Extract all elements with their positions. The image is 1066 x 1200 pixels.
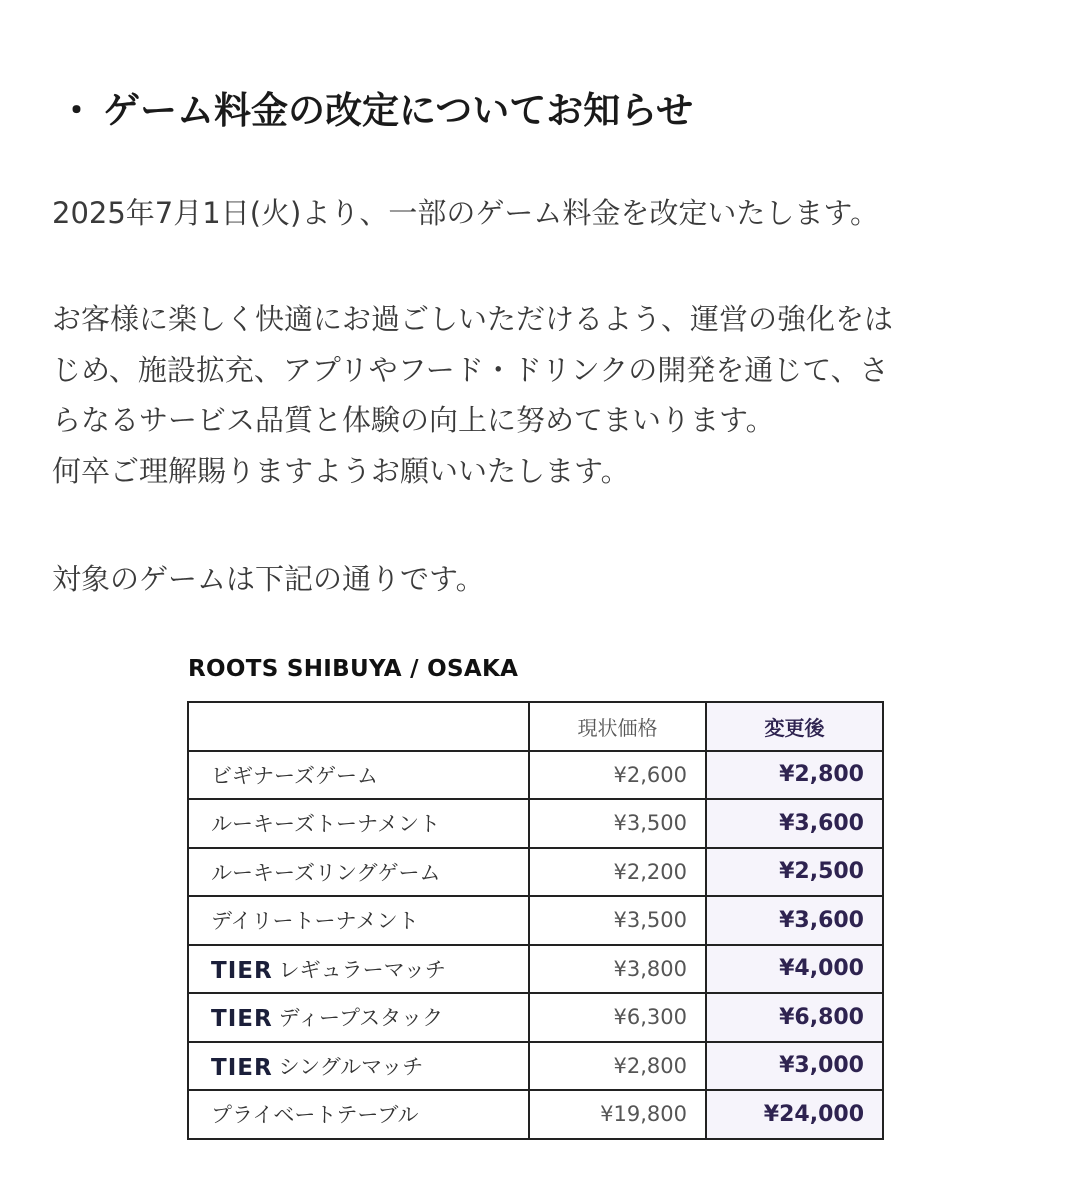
game-name-cell	[188, 1042, 529, 1091]
new-price: ¥2,500	[706, 848, 883, 897]
game-name-cell	[188, 993, 529, 1042]
title-bullet: ・	[58, 89, 95, 132]
body-line: らなるサービス品質と体験の向上に努めてまいります。	[52, 403, 775, 437]
game-name: プライベートテーブル	[211, 1103, 419, 1128]
current-price: ¥3,800	[529, 945, 706, 994]
new-price: ¥4,000	[706, 945, 883, 994]
game-name: シングルマッチ	[278, 1054, 424, 1079]
table-row	[188, 799, 883, 848]
tier-logo: TIER	[211, 957, 273, 984]
table-row	[188, 848, 883, 897]
title-text: ゲーム料金の改定についてお知らせ	[103, 89, 694, 132]
target-note-text: 対象のゲームは下記の通りです。	[52, 562, 485, 596]
game-name-cell	[188, 1090, 529, 1139]
current-price: ¥3,500	[529, 896, 706, 945]
game-name-cell	[188, 751, 529, 800]
new-price: ¥3,000	[706, 1042, 883, 1091]
tier-logo: TIER	[211, 1054, 273, 1081]
current-price: ¥6,300	[529, 993, 706, 1042]
tier-logo: TIER	[211, 1006, 273, 1033]
game-name-cell	[188, 848, 529, 897]
game-name-cell	[188, 799, 529, 848]
intro-paragraph	[52, 188, 879, 239]
table-header-row	[188, 702, 883, 751]
current-price: ¥2,600	[529, 751, 706, 800]
price-table	[187, 701, 884, 1140]
page-title	[58, 80, 693, 134]
header-name	[188, 702, 529, 751]
game-name: ルーキーズリングゲーム	[211, 860, 441, 885]
game-name-cell	[188, 945, 529, 994]
game-name: レギュラーマッチ	[278, 957, 446, 982]
game-name: ルーキーズトーナメント	[211, 812, 441, 837]
new-price: ¥6,800	[706, 993, 883, 1042]
game-name-cell	[188, 896, 529, 945]
table-title: ROOTS SHIBUYA / OSAKA	[188, 656, 519, 682]
game-name: ビギナーズゲーム	[211, 763, 378, 788]
current-price: ¥3,500	[529, 799, 706, 848]
body-paragraph	[52, 294, 893, 496]
game-name: ディープスタック	[278, 1006, 444, 1031]
target-note-paragraph	[52, 554, 485, 605]
new-price: ¥2,800	[706, 751, 883, 800]
current-price: ¥2,800	[529, 1042, 706, 1091]
table-row	[188, 993, 883, 1042]
body-line: じめ、施設拡充、アプリやフード・ドリンクの開発を通じて、さ	[52, 352, 889, 387]
table-row	[188, 1090, 883, 1139]
body-line: お客様に楽しく快適にお過ごしいただけるよう、運営の強化をは	[52, 302, 894, 336]
new-price: ¥24,000	[706, 1090, 883, 1139]
current-price: ¥2,200	[529, 848, 706, 897]
body-line: 何卒ご理解賜りますようお願いいたします。	[52, 453, 630, 488]
game-name: デイリートーナメント	[211, 909, 419, 934]
intro-text: 2025年7月1日(火)より、一部のゲーム料金を改定いたします。	[52, 196, 880, 230]
table-row	[188, 1042, 883, 1091]
table-row	[188, 945, 883, 994]
new-price: ¥3,600	[706, 896, 883, 945]
current-price: ¥19,800	[529, 1090, 706, 1139]
new-price: ¥3,600	[706, 799, 883, 848]
table-row	[188, 751, 883, 800]
header-new-price: 変更後	[706, 702, 883, 751]
header-current-price: 現状価格	[529, 702, 706, 751]
table-row	[188, 896, 883, 945]
